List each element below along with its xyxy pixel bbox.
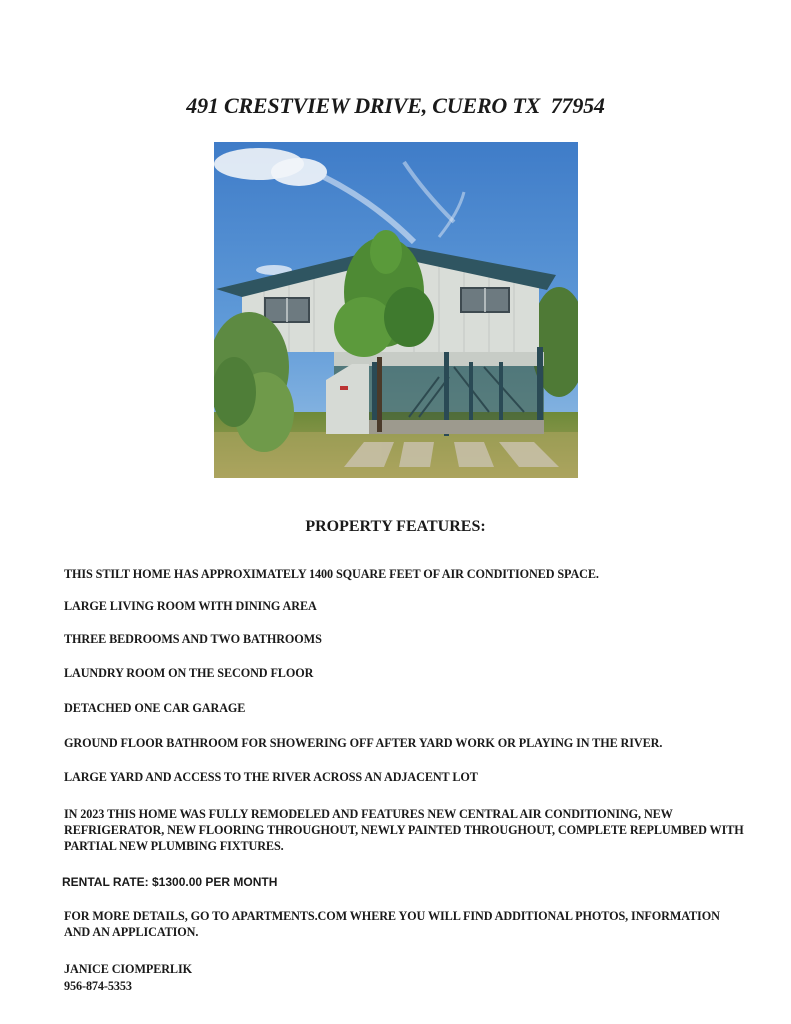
feature-item: LARGE YARD AND ACCESS TO THE RIVER ACROSS AN ADJACENT LOT bbox=[64, 770, 478, 784]
remodel-paragraph: IN 2023 THIS HOME WAS FULLY REMODELED AND FEATURES NEW CENTRAL AIR CONDITIONING, NEW REFRIGERATOR, NEW FLOORING THROUGHOUT, NEWLY PAINTED THROUGHOUT, COMPLETE REPLUMBED WITH PARTIAL NEW PLUMBING FIXTURES. bbox=[64, 807, 744, 853]
contact-phone: 956-874-5353 bbox=[64, 979, 132, 993]
feature-item: LAUNDRY ROOM ON THE SECOND FLOOR bbox=[64, 666, 314, 680]
feature-item: LARGE LIVING ROOM WITH DINING AREA bbox=[64, 599, 317, 613]
property-photo bbox=[214, 142, 578, 478]
contact-name: JANICE CIOMPERLIK bbox=[64, 962, 192, 976]
feature-item: THIS STILT HOME HAS APPROXIMATELY 1400 SQUARE FEET OF AIR CONDITIONED SPACE. bbox=[64, 567, 599, 581]
feature-item: GROUND FLOOR BATHROOM FOR SHOWERING OFF AFTER YARD WORK OR PLAYING IN THE RIVER. bbox=[64, 736, 663, 750]
details-paragraph: FOR MORE DETAILS, GO TO APARTMENTS.COM WHERE YOU WILL FIND ADDITIONAL PHOTOS, INFORMATION AND AN APPLICATION. bbox=[64, 909, 720, 939]
feature-item: THREE BEDROOMS AND TWO BATHROOMS bbox=[64, 632, 322, 646]
page-title: 491 CRESTVIEW DRIVE, CUERO TX 77954 bbox=[186, 93, 605, 118]
features-heading: PROPERTY FEATURES: bbox=[305, 518, 486, 535]
rental-rate: RENTAL RATE: $1300.00 PER MONTH bbox=[62, 875, 278, 889]
feature-item: DETACHED ONE CAR GARAGE bbox=[64, 701, 246, 715]
